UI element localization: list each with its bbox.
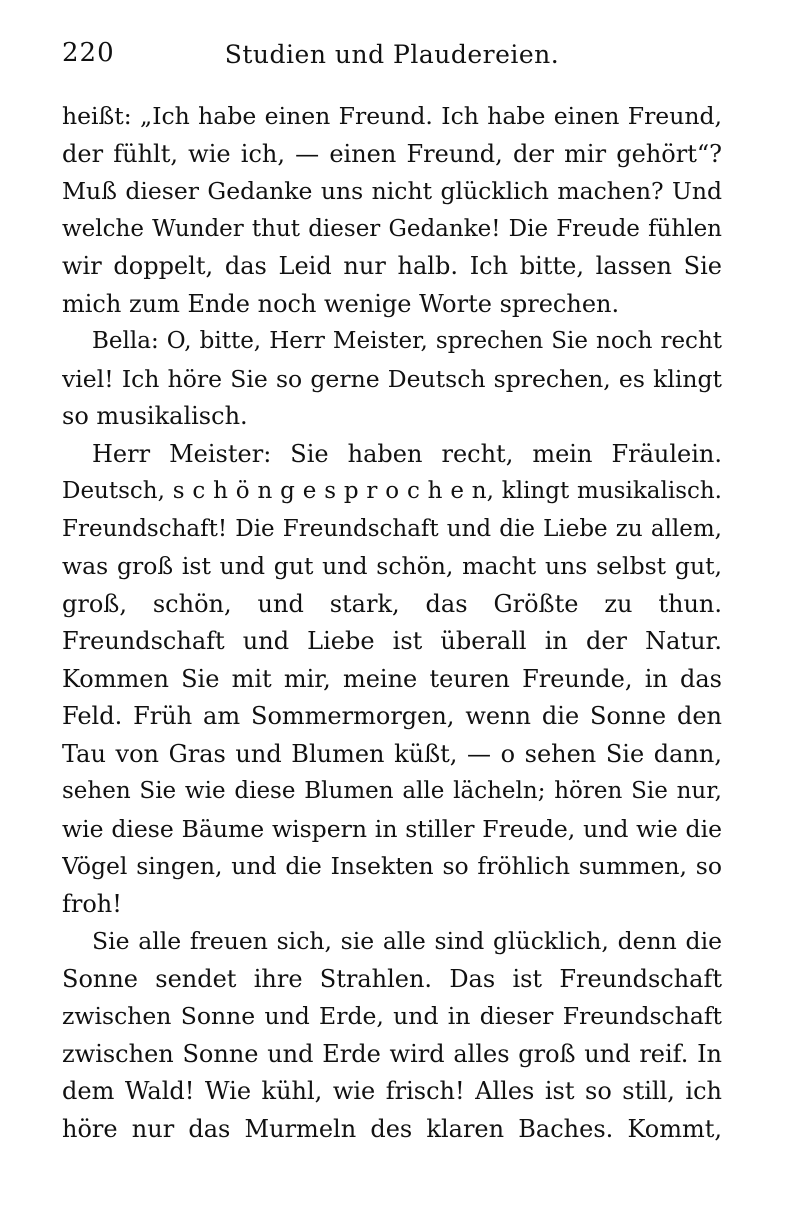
text-line: der fühlt, wie ich, — einen Freund, der mir gehört“?: [62, 139, 722, 168]
text-line: welche Wunder thut dieser Gedanke! Die Freude fühlen: [62, 215, 722, 242]
text-line: zwischen Sonne und Erde wird alles groß und reif. In: [62, 1039, 722, 1068]
text-line: Deutsch, s c h ö n g e s p r o c h e n, klingt musikalisch.: [62, 478, 722, 504]
running-title: Studien und Plaudereien.: [224, 40, 560, 69]
body-text: [62, 98, 722, 1148]
text-line: Bella: O, bitte, Herr Meister, sprechen Sie noch recht: [92, 328, 722, 354]
text-line: Freundschaft und Liebe ist überall in der Natur.: [62, 627, 722, 655]
text-line: viel! Ich höre Sie so gerne Deutsch sprechen, es klingt: [62, 364, 722, 393]
text-line: Freundschaft! Die Freundschaft und die Liebe zu allem,: [62, 515, 722, 542]
text-line: dem Wald! Wie kühl, wie frisch! Alles ist so still, ich: [62, 1077, 722, 1105]
text-line: Muß dieser Gedanke uns nicht glücklich machen? Und: [62, 177, 722, 205]
text-line: Sonne sendet ihre Strahlen. Das ist Freundschaft: [62, 964, 722, 993]
text-line: so musikalisch.: [62, 402, 248, 430]
text-line: Herr Meister: Sie haben recht, mein Fräulein.: [92, 439, 722, 468]
text-line: Feld. Früh am Sommermorgen, wenn die Sonne den: [62, 702, 722, 730]
text-line: Kommen Sie mit mir, meine teuren Freunde, in das: [62, 664, 722, 693]
text-line: groß, schön, und stark, das Größte zu thun.: [62, 589, 722, 618]
text-line: Sie alle freuen sich, sie alle sind glücklich, denn die: [92, 927, 722, 955]
text-line: heißt: „Ich habe einen Freund. Ich habe einen Freund,: [62, 102, 722, 130]
text-line: wir doppelt, das Leid nur halb. Ich bitte, lassen Sie: [62, 252, 722, 280]
text-line: wie diese Bäume wispern in stiller Freude, und wie die: [62, 814, 722, 843]
page-header: [62, 38, 722, 78]
text-line: höre nur das Murmeln des klaren Baches. Kommt,: [62, 1114, 722, 1143]
text-line: Tau von Gras und Blumen küßt, — o sehen Sie dann,: [62, 739, 722, 768]
text-line: zwischen Sonne und Erde, und in dieser Freundschaft: [62, 1002, 722, 1030]
text-line: mich zum Ende noch wenige Worte sprechen.: [62, 289, 620, 318]
text-line: was groß ist und gut und schön, macht uns selbst gut,: [62, 552, 722, 580]
text-line: froh!: [62, 889, 122, 918]
text-line: sehen Sie wie diese Blumen alle lächeln; hören Sie nur,: [62, 778, 722, 804]
page-number: 220: [62, 38, 115, 68]
text-line: Vögel singen, und die Insekten so fröhlich summen, so: [62, 852, 722, 880]
